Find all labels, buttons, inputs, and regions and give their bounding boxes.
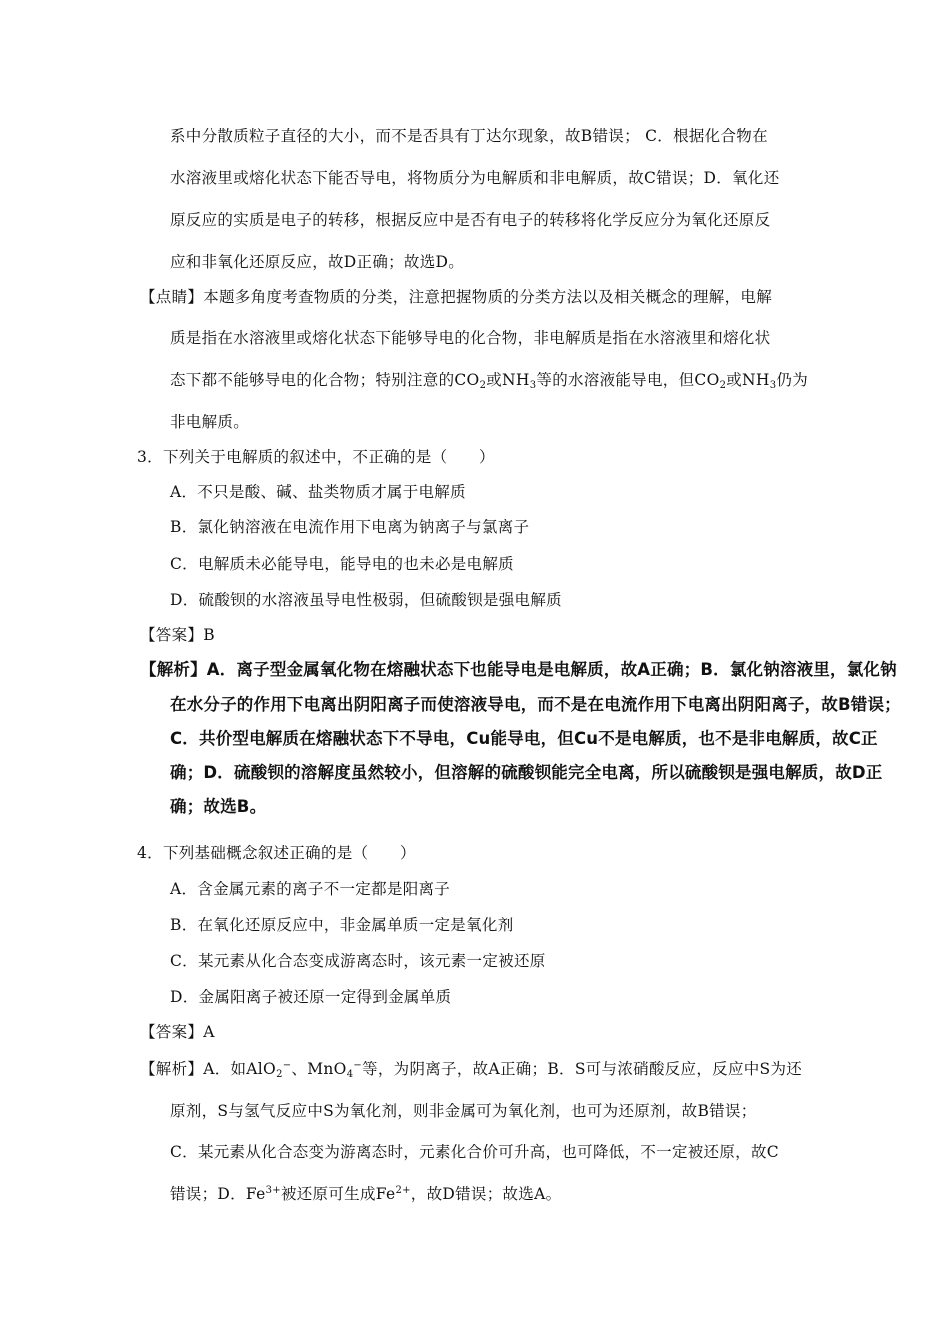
text-run: 等的水溶液能导电，但CO xyxy=(536,371,720,389)
superscript: − xyxy=(353,1060,363,1071)
analysis-line: 确；D．硫酸钡的溶解度虽然较小，但溶解的硫酸钡能完全电离，所以硫酸钡是强电解质，故D正 xyxy=(170,763,883,782)
analysis-line xyxy=(170,1184,561,1204)
option-c: C．某元素从化合态变成游离态时，该元素一定被还原 xyxy=(170,952,546,970)
text-run: 等，为阴离子，故A正确；B．S可与浓硝酸反应，反应中S为还 xyxy=(362,1060,803,1078)
text-run: 错误；D．Fe xyxy=(170,1185,266,1203)
analysis-line: 确；故选B。 xyxy=(170,797,267,816)
text-run: 、MnO xyxy=(291,1060,347,1078)
option-b: B．氯化钠溶液在电流作用下电离为钠离子与氯离子 xyxy=(170,518,530,536)
text-run: 被还原可生成Fe xyxy=(280,1185,396,1203)
dianjing-line xyxy=(170,370,808,390)
text-run: 仍为 xyxy=(776,371,809,389)
text-run: 【解析】A．如AlO xyxy=(140,1060,277,1078)
option-a: A．含金属元素的离子不一定都是阳离子 xyxy=(170,880,451,898)
option-d: D．金属阳离子被还原一定得到金属单质 xyxy=(170,988,452,1006)
dianjing-line: 非电解质。 xyxy=(170,413,250,431)
text-run: 态下都不能够导电的化合物；特别注意的CO xyxy=(170,371,480,389)
question-stem: 4．下列基础概念叙述正确的是（ ） xyxy=(137,844,416,862)
text-run: ，故D错误；故选A。 xyxy=(410,1185,562,1203)
text-line: 系中分散质粒子直径的大小，而不是否具有丁达尔现象，故B错误； C．根据化合物在 xyxy=(170,127,768,145)
text-run: 或NH xyxy=(486,371,530,389)
option-d: D．硫酸钡的水溶液虽导电性极弱，但硫酸钡是强电解质 xyxy=(170,591,562,609)
analysis-line xyxy=(140,1059,802,1079)
subscript: 3 xyxy=(769,380,777,391)
subscript: 2 xyxy=(276,1069,283,1080)
analysis-line: C．某元素从化合态变为游离态时，元素化合价可升高，也可降低，不一定被还原，故C xyxy=(170,1143,779,1161)
analysis-line: 原剂，S与氢气反应中S为氧化剂，则非金属可为氧化剂，也可为还原剂，故B错误； xyxy=(170,1102,757,1120)
subscript: 2 xyxy=(719,380,727,391)
text-run: 或NH xyxy=(726,371,770,389)
option-a: A．不只是酸、碱、盐类物质才属于电解质 xyxy=(170,483,466,501)
answer: 【答案】B xyxy=(140,626,215,644)
subscript: 4 xyxy=(346,1069,354,1080)
subscript: 3 xyxy=(529,380,537,391)
text-line: 水溶液里或熔化状态下能否导电，将物质分为电解质和非电解质，故C错误；D．氧化还 xyxy=(170,169,780,187)
answer: 【答案】A xyxy=(140,1023,215,1041)
option-b: B．在氧化还原反应中，非金属单质一定是氧化剂 xyxy=(170,916,514,934)
option-c: C．电解质未必能导电，能导电的也未必是电解质 xyxy=(170,555,514,573)
text-line: 应和非氧化还原反应，故D正确；故选D。 xyxy=(170,253,465,271)
superscript: − xyxy=(282,1060,292,1071)
superscript: 3+ xyxy=(265,1185,281,1196)
superscript: 2+ xyxy=(395,1185,411,1196)
question-stem: 3．下列关于电解质的叙述中，不正确的是（ ） xyxy=(137,448,495,466)
text-line: 原反应的实质是电子的转移，根据反应中是否有电子的转移将化学反应分为氧化还原反 xyxy=(170,211,771,229)
analysis-line: C．共价型电解质在熔融状态下不导电，Cu能导电，但Cu不是电解质，也不是非电解质，故C正 xyxy=(170,729,878,748)
dianjing-line: 质是指在水溶液里或熔化状态下能够导电的化合物，非电解质是指在水溶液里和熔化状 xyxy=(170,329,771,347)
dianjing-line: 【点睛】本题多角度考查物质的分类，注意把握物质的分类方法以及相关概念的理解，电解 xyxy=(140,288,773,306)
analysis-line: 【解析】A．离子型金属氧化物在熔融状态下也能导电是电解质，故A正确；B．氯化钠溶液里，氯化钠 xyxy=(140,660,897,679)
subscript: 2 xyxy=(479,380,487,391)
analysis-line: 在水分子的作用下电离出阴阳离子而使溶液导电，而不是在电流作用下电离出阴阳离子，故B错误； xyxy=(170,695,901,714)
